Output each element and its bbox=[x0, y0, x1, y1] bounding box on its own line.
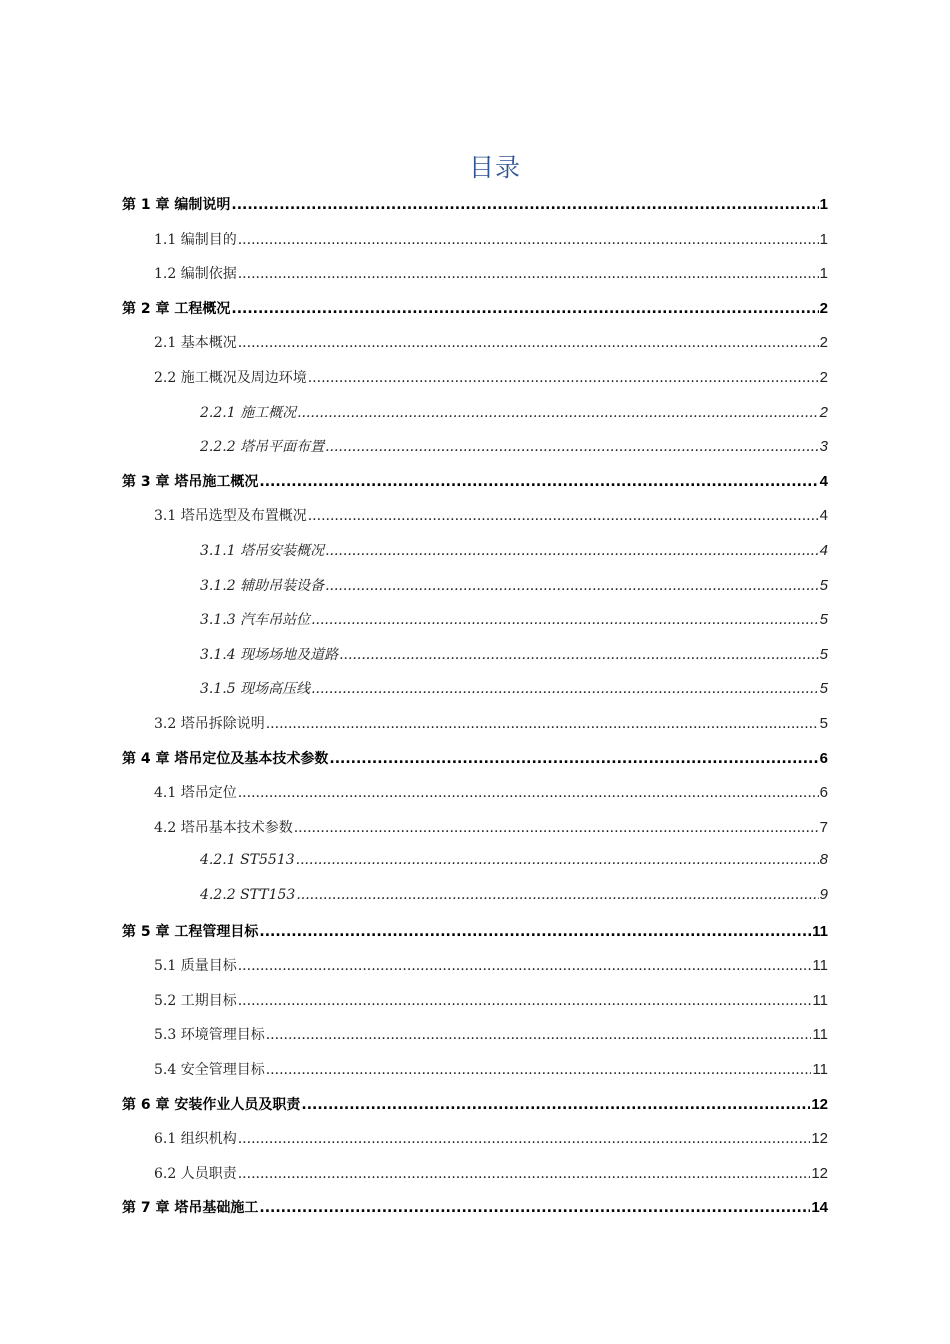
toc-dot-leader bbox=[294, 820, 819, 836]
toc-entry-label: 第 1 章 编制说明 bbox=[122, 197, 231, 213]
toc-entry-page-number: 2 bbox=[819, 299, 828, 317]
toc-entry-label: 4.2.1 ST5513 bbox=[200, 852, 295, 869]
toc-entry-page-number: 14 bbox=[811, 1199, 828, 1217]
toc-entry[interactable] bbox=[122, 921, 828, 945]
toc-dot-leader bbox=[238, 958, 812, 974]
toc-entry-label: 5.2 工期目标 bbox=[154, 992, 237, 1009]
toc-entry[interactable] bbox=[154, 1163, 828, 1187]
toc-entry-page-number: 11 bbox=[812, 957, 828, 975]
toc-entry-label: 第 3 章 塔吊施工概况 bbox=[122, 473, 259, 490]
toc-dot-leader bbox=[325, 439, 819, 455]
toc-entry-label: 2.2 施工概况及周边环境 bbox=[154, 370, 307, 386]
toc-entry[interactable] bbox=[154, 367, 828, 391]
toc-entry-page-number: 12 bbox=[811, 1164, 828, 1182]
toc-dot-leader bbox=[266, 1027, 812, 1043]
toc-dot-leader bbox=[311, 681, 819, 697]
toc-entry[interactable] bbox=[200, 644, 828, 668]
toc-entry[interactable] bbox=[154, 505, 828, 529]
toc-entry-label: 6.2 人员职责 bbox=[154, 1165, 237, 1182]
toc-entry-label: 2.2.2 塔吊平面布置 bbox=[200, 439, 325, 456]
toc-dot-leader bbox=[296, 887, 818, 903]
toc-entry-label: 第 5 章 工程管理目标 bbox=[122, 923, 259, 940]
toc-entry[interactable] bbox=[200, 851, 828, 875]
toc-entry-page-number: 1 bbox=[819, 265, 828, 283]
toc-dot-leader bbox=[231, 301, 818, 317]
toc-entry[interactable] bbox=[154, 1059, 828, 1083]
toc-entry-page-number: 9 bbox=[819, 886, 828, 903]
toc-dot-leader bbox=[325, 578, 819, 594]
toc-entry-label: 4.2 塔吊基本技术参数 bbox=[154, 819, 293, 836]
toc-dot-leader bbox=[238, 993, 812, 1009]
toc-entry-page-number: 5 bbox=[819, 715, 828, 732]
toc-entry-page-number: 4 bbox=[819, 542, 828, 559]
toc-entry[interactable] bbox=[122, 1197, 828, 1221]
toc-entry-label: 3.2 塔吊拆除说明 bbox=[154, 716, 265, 732]
toc-entry-label: 3.1.2 辅助吊装设备 bbox=[200, 577, 325, 594]
toc-entry-label: 5.3 环境管理目标 bbox=[154, 1027, 265, 1044]
toc-dot-leader bbox=[238, 335, 819, 351]
toc-dot-leader bbox=[329, 751, 818, 767]
toc-entry-label: 3.1.3 汽车吊站位 bbox=[200, 612, 311, 629]
toc-dot-leader bbox=[238, 232, 819, 248]
toc-entry-label: 2.2.1 施工概况 bbox=[200, 404, 297, 421]
toc-entry-page-number: 5 bbox=[819, 576, 828, 594]
toc-entry-label: 第 6 章 安装作业人员及职责 bbox=[122, 1096, 301, 1113]
toc-entry-page-number: 1 bbox=[819, 196, 828, 213]
toc-entry-page-number: 12 bbox=[811, 1130, 828, 1148]
toc-entry[interactable] bbox=[200, 886, 828, 910]
toc-entry-label: 3.1 塔吊选型及布置概况 bbox=[154, 508, 307, 525]
toc-entry-label: 3.1.1 塔吊安装概况 bbox=[200, 543, 325, 559]
toc-entry-page-number: 1 bbox=[819, 230, 828, 248]
toc-dot-leader bbox=[339, 647, 819, 663]
toc-entry[interactable] bbox=[154, 229, 828, 253]
toc-entry-page-number: 8 bbox=[819, 851, 828, 869]
toc-entry[interactable] bbox=[154, 817, 828, 841]
toc-entry[interactable] bbox=[200, 540, 828, 564]
toc-dot-leader bbox=[231, 197, 818, 213]
toc-dot-leader bbox=[311, 612, 819, 628]
toc-entry[interactable] bbox=[154, 263, 828, 287]
toc-dot-leader bbox=[238, 1131, 811, 1147]
toc-entry[interactable] bbox=[154, 332, 828, 356]
toc-entry-label: 第 4 章 塔吊定位及基本技术参数 bbox=[122, 750, 329, 767]
toc-entry-page-number: 11 bbox=[812, 922, 828, 940]
toc-entry[interactable] bbox=[154, 782, 828, 806]
toc-dot-leader bbox=[308, 508, 819, 524]
toc-entry-label: 4.1 塔吊定位 bbox=[154, 785, 237, 802]
toc-entry-page-number: 5 bbox=[819, 611, 828, 629]
toc-entry[interactable] bbox=[122, 298, 828, 322]
toc-entry[interactable] bbox=[154, 955, 828, 979]
toc-entry-page-number: 11 bbox=[812, 1061, 828, 1078]
toc-entry-page-number: 5 bbox=[819, 645, 828, 663]
toc-dot-leader bbox=[259, 924, 811, 940]
toc-entry-label: 6.1 组织机构 bbox=[154, 1131, 237, 1148]
toc-entry-page-number: 4 bbox=[819, 472, 828, 490]
toc-entry[interactable] bbox=[154, 713, 828, 737]
toc-entry[interactable] bbox=[200, 402, 828, 426]
toc-dot-leader bbox=[238, 266, 819, 282]
toc-entry-page-number: 6 bbox=[819, 749, 828, 767]
toc-entry-page-number: 3 bbox=[819, 438, 828, 456]
toc-dot-leader bbox=[266, 1062, 812, 1078]
toc-entry[interactable] bbox=[122, 748, 828, 772]
toc-entry-label: 第 7 章 塔吊基础施工 bbox=[122, 1200, 259, 1217]
toc-entry[interactable] bbox=[200, 575, 828, 599]
toc-entry-label: 1.1 编制目的 bbox=[154, 231, 237, 248]
toc-dot-leader bbox=[238, 785, 819, 801]
toc-entry-page-number: 2 bbox=[819, 334, 828, 352]
toc-dot-leader bbox=[259, 1200, 810, 1216]
toc-entry[interactable] bbox=[122, 471, 828, 495]
toc-entry-label: 3.1.4 现场场地及道路 bbox=[200, 646, 339, 663]
toc-dot-leader bbox=[301, 1097, 810, 1113]
toc-entry-page-number: 12 bbox=[811, 1095, 828, 1113]
toc-entry[interactable] bbox=[200, 609, 828, 633]
toc-entry-page-number: 4 bbox=[819, 507, 828, 525]
toc-dot-leader bbox=[296, 852, 819, 868]
toc-dot-leader bbox=[297, 405, 819, 421]
toc-dot-leader bbox=[266, 716, 819, 732]
toc-entry[interactable] bbox=[122, 1094, 828, 1118]
toc-entry-page-number: 7 bbox=[819, 818, 828, 836]
toc-entry-label: 5.4 安全管理目标 bbox=[154, 1062, 265, 1078]
toc-entry-label: 第 2 章 工程概况 bbox=[122, 300, 231, 317]
toc-entry-label: 4.2.2 STT153 bbox=[200, 887, 296, 903]
toc-entry-label: 2.1 基本概况 bbox=[154, 335, 237, 352]
toc-dot-leader bbox=[259, 474, 818, 490]
toc-entry[interactable] bbox=[200, 678, 828, 702]
toc-entry-page-number: 5 bbox=[819, 680, 828, 698]
toc-entry-page-number: 11 bbox=[812, 991, 828, 1009]
toc-entry[interactable] bbox=[154, 990, 828, 1014]
toc-entry-page-number: 6 bbox=[819, 784, 828, 802]
toc-entry-page-number: 2 bbox=[819, 369, 828, 386]
toc-entry-label: 1.2 编制依据 bbox=[154, 266, 237, 283]
toc-entry-page-number: 11 bbox=[812, 1026, 828, 1044]
toc-entry[interactable] bbox=[154, 1128, 828, 1152]
toc-entry[interactable] bbox=[154, 1024, 828, 1048]
toc-dot-leader bbox=[325, 543, 819, 559]
toc-entry-page-number: 2 bbox=[819, 403, 828, 421]
toc-entry[interactable] bbox=[122, 194, 828, 218]
toc-dot-leader bbox=[238, 1166, 811, 1182]
toc-entry[interactable] bbox=[200, 436, 828, 460]
toc-dot-leader bbox=[308, 370, 819, 386]
toc-entry-label: 3.1.5 现场高压线 bbox=[200, 681, 311, 698]
toc-entry-label: 5.1 质量目标 bbox=[154, 958, 237, 975]
toc-title: 目录 bbox=[468, 153, 521, 182]
